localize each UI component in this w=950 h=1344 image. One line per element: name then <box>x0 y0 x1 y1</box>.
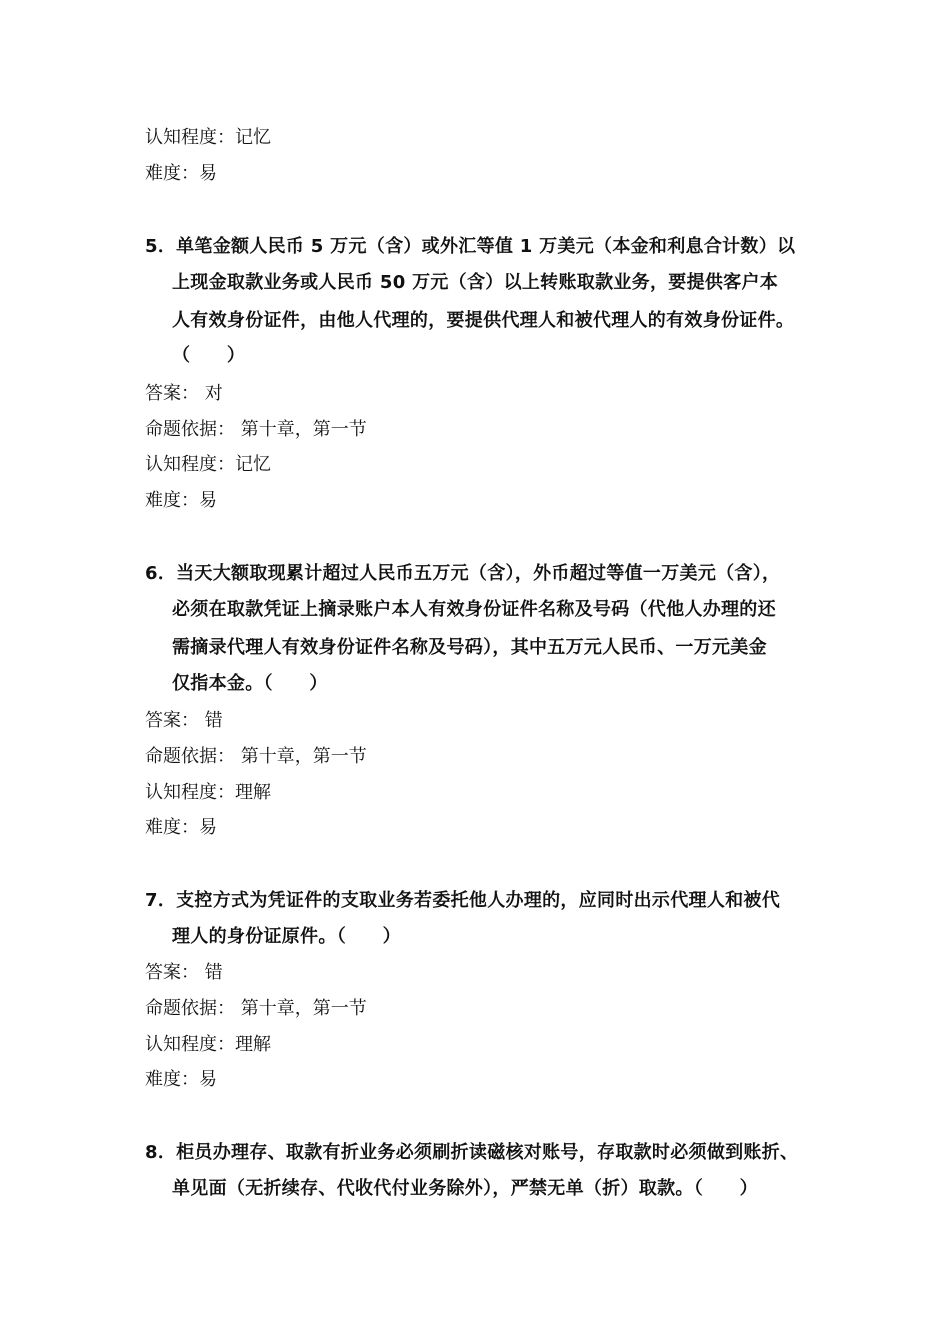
difficulty: 难度：易 <box>145 1069 217 1090</box>
question-text-line: 上现金取款业务或人民币 50 万元（含）以上转账取款业务，要提供客户本 <box>172 272 779 293</box>
answer: 答案： 错 <box>145 710 223 731</box>
question-basis: 命题依据： 第十章，第一节 <box>145 419 367 440</box>
question-text-line: 理人的身份证原件。（ ） <box>172 926 401 947</box>
question-text-line: 必须在取款凭证上摘录账户本人有效身份证件名称及号码（代他人办理的还 <box>172 599 776 620</box>
cognition-level: 认知程度：记忆 <box>145 454 271 475</box>
cognition-level: 认知程度：记忆 <box>145 127 271 148</box>
answer-blank: （ ） <box>172 345 246 366</box>
difficulty: 难度：易 <box>145 163 217 184</box>
difficulty: 难度：易 <box>145 490 217 511</box>
question-text-line: 单见面（无折续存、代收代付业务除外），严禁无单（折）取款。（ ） <box>172 1178 758 1199</box>
question-text-line: 8．柜员办理存、取款有折业务必须刷折读磁核对账号，存取款时必须做到账折、 <box>145 1142 799 1163</box>
question-text-line: 仅指本金。（ ） <box>172 673 328 694</box>
cognition-level: 认知程度：理解 <box>145 1034 271 1055</box>
question-basis: 命题依据： 第十章，第一节 <box>145 998 367 1019</box>
question-text-line: 6．当天大额取现累计超过人民币五万元（含），外币超过等值一万美元（含）， <box>145 563 781 584</box>
question-basis: 命题依据： 第十章，第一节 <box>145 746 367 767</box>
answer: 答案： 对 <box>145 383 223 404</box>
answer: 答案： 错 <box>145 962 223 983</box>
question-text-line: 5．单笔金额人民币 5 万元（含）或外汇等值 1 万美元（本金和利息合计数）以 <box>145 236 796 257</box>
question-text-line: 人有效身份证件，由他人代理的，要提供代理人和被代理人的有效身份证件。 <box>172 310 795 331</box>
cognition-level: 认知程度：理解 <box>145 782 271 803</box>
question-text-line: 7．支控方式为凭证件的支取业务若委托他人办理的，应同时出示代理人和被代 <box>145 890 781 911</box>
difficulty: 难度：易 <box>145 817 217 838</box>
question-text-line: 需摘录代理人有效身份证件名称及号码），其中五万元人民币、一万元美金 <box>172 637 767 658</box>
